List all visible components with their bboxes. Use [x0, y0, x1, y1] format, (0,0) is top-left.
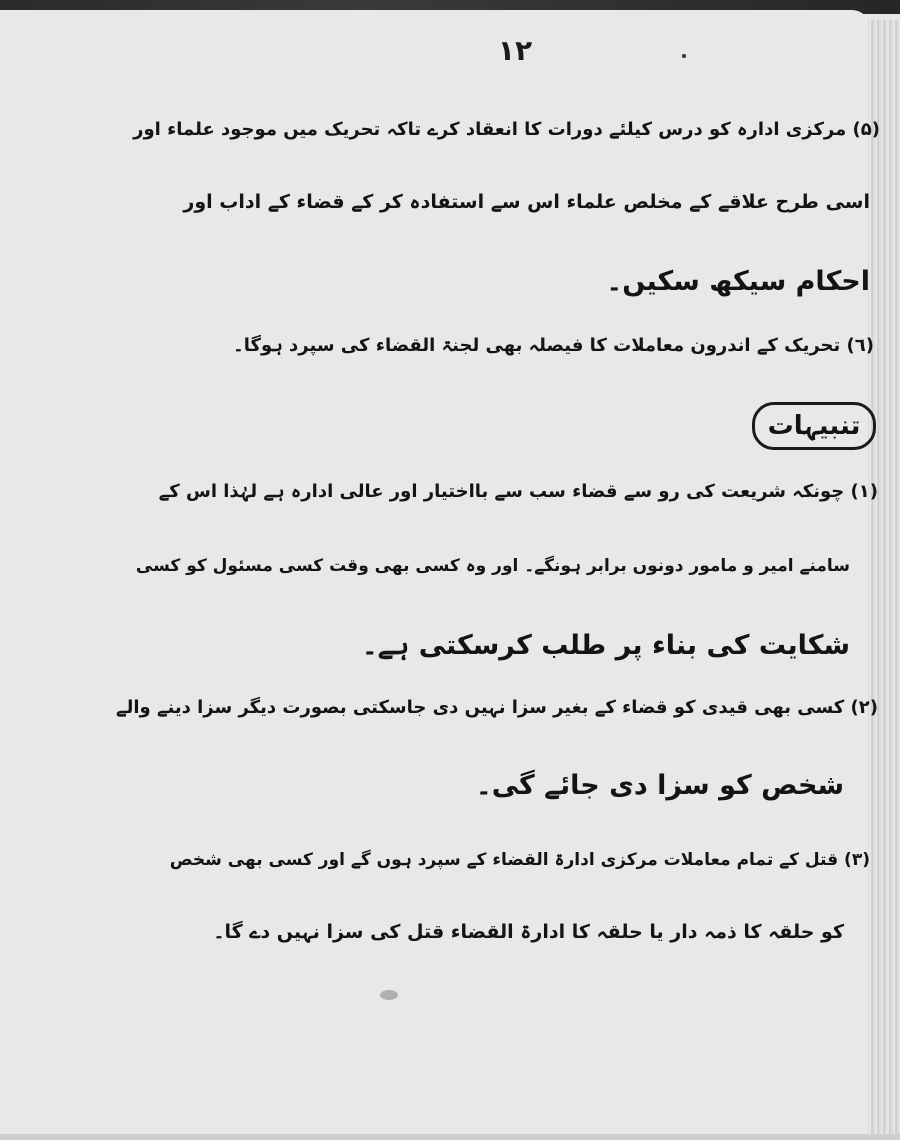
- heading-tanbihat: تنبیہات: [752, 402, 876, 450]
- note-2-line-1: (۲) کسی بھی قیدی کو قضاء کے بغیر سزا نہیں دی جاسکتی بصورت دیگر سزا دینے والے: [116, 697, 878, 718]
- note-1-line-2: سامنے امیر و مامور دونوں برابر ہونگے۔ اور وہ کسی بھی وقت کسی مسئول کو کسی: [135, 556, 850, 576]
- note-1-line-1: (۱) چونکہ شریعت کی رو سے قضاء سب سے بااختیار اور عالی ادارہ ہے لہٰذا اس کے: [158, 481, 878, 502]
- page-edge: [868, 20, 900, 1140]
- note-1-line-3: شکایت کی بناء پر طلب کرسکتی ہے۔: [361, 630, 850, 661]
- paragraph-5-line-1: (۵) مرکزی ادارہ کو درس کیلئے دورات کا انعقاد کرے تاکہ تحریک میں موجود علماء اور: [133, 119, 880, 140]
- note-2-line-2: شخص کو سزا دی جائے گی۔: [475, 770, 844, 801]
- note-3-line-1: (۳) قتل کے تمام معاملات مرکزی ادارۃ القضاء کے سپرد ہوں گے اور کسی بھی شخص: [169, 850, 870, 870]
- ink-dot: [682, 54, 686, 58]
- note-3-line-2: کو حلقہ کا ذمہ دار یا حلقہ کا ادارۃ القضاء قتل کی سزا نہیں دے گا۔: [213, 921, 844, 943]
- paragraph-6-line-1: (٦) تحریک کے اندرون معاملات کا فیصلہ بھی لجنۃ القضاء کی سپرد ہوگا۔: [233, 335, 874, 356]
- paragraph-5-line-3: احکام سیکھ سکیں۔: [606, 266, 870, 297]
- ink-smudge: [380, 990, 398, 1000]
- page-number: ۱۲: [497, 34, 533, 67]
- page-bottom-edge: [0, 1134, 900, 1140]
- paragraph-5-line-2: اسی طرح علاقے کے مخلص علماء اس سے استفادہ کر کے قضاء کے اداب اور: [183, 191, 870, 213]
